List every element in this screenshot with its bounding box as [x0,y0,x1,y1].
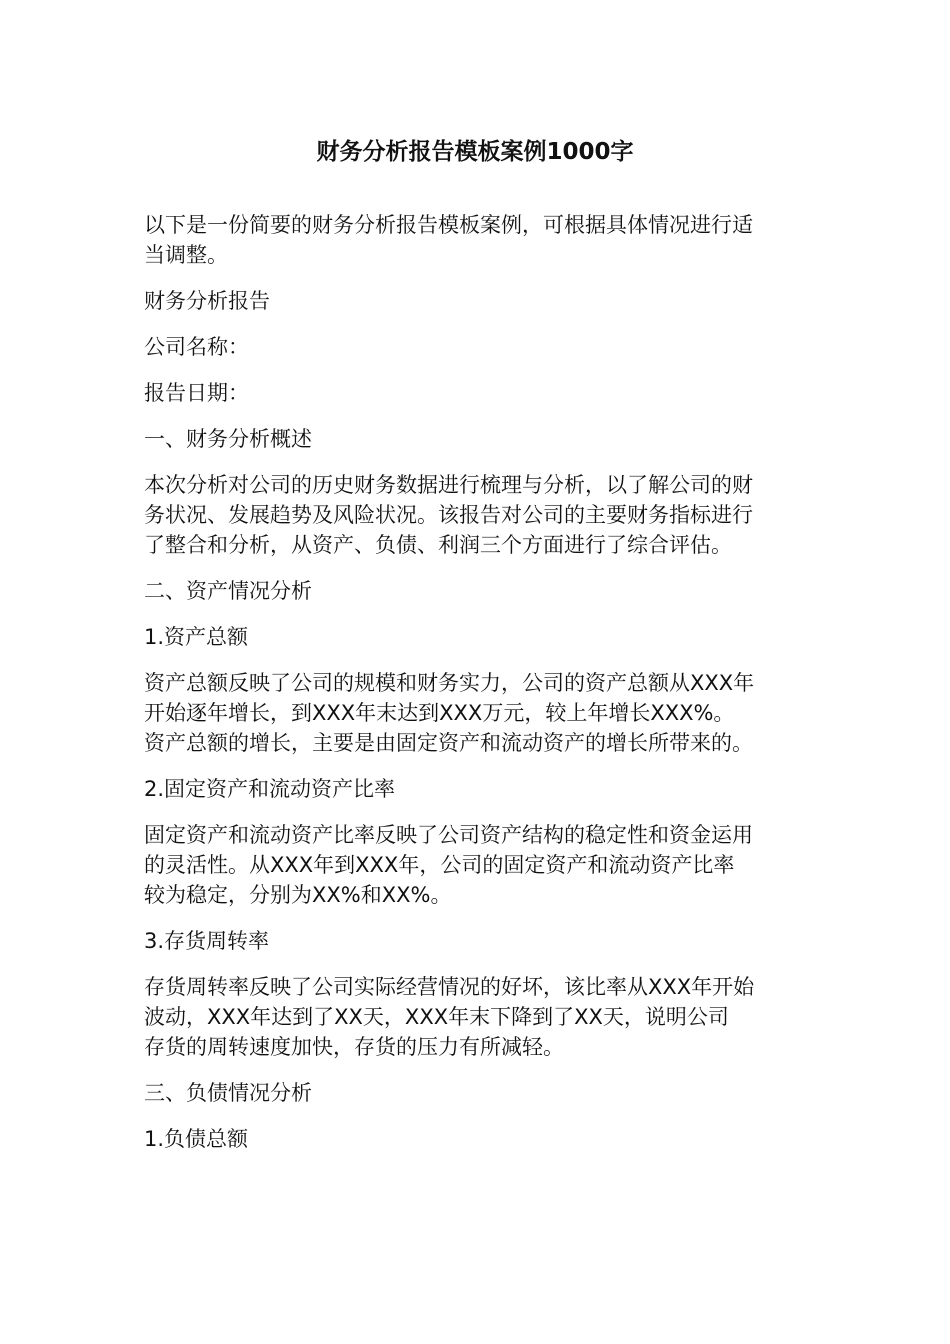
text-line: 较为稳定，分别为XX%和XX%。 [144,883,452,907]
text-line: 波动，XXX年达到了XX天，XXX年末下降到了XX天，说明公司 [144,1005,729,1029]
paragraph [144,378,806,408]
paragraph [144,470,806,560]
text-line: 报告日期： [144,381,249,405]
paragraph [144,1124,806,1154]
paragraph [144,820,806,910]
text-line: 务状况、发展趋势及风险状况。该报告对公司的主要财务指标进行 [144,503,753,527]
text-line: 1.负债总额 [144,1127,249,1151]
paragraph [144,424,806,454]
paragraph [144,576,806,606]
text-line: 以下是一份简要的财务分析报告模板案例，可根据具体情况进行适 [144,213,753,237]
text-line: 3.存货周转率 [144,929,270,953]
paragraph [144,286,806,316]
text-line: 的灵活性。从XXX年到XXX年，公司的固定资产和流动资产比率 [144,853,735,877]
text-line: 固定资产和流动资产比率反映了公司资产结构的稳定性和资金运用 [144,823,753,847]
paragraph [144,668,806,758]
text-line: 开始逐年增长，到XXX年末达到XXX万元，较上年增长XXX%。 [144,701,735,725]
paragraph [144,774,806,804]
document-title: 财务分析报告模板案例1000字 [316,139,634,165]
text-line: 财务分析报告 [144,289,270,313]
text-line: 了整合和分析，从资产、负债、利润三个方面进行了综合评估。 [144,533,732,557]
text-line: 本次分析对公司的历史财务数据进行梳理与分析，以了解公司的财 [144,473,753,497]
paragraph [144,210,806,270]
text-line: 二、资产情况分析 [144,579,312,603]
text-line: 一、财务分析概述 [144,427,312,451]
text-line: 资产总额的增长，主要是由固定资产和流动资产的增长所带来的。 [144,731,753,755]
paragraph [144,332,806,362]
paragraph [144,972,806,1062]
text-line: 1.资产总额 [144,625,249,649]
text-line: 当调整。 [144,243,228,267]
text-line: 三、负债情况分析 [144,1081,312,1105]
paragraph [144,622,806,652]
text-line: 公司名称： [144,335,249,359]
paragraph-list [144,210,806,1154]
text-line: 资产总额反映了公司的规模和财务实力，公司的资产总额从XXX年 [144,671,755,695]
text-line: 存货周转率反映了公司实际经营情况的好坏，该比率从XXX年开始 [144,975,755,999]
paragraph [144,926,806,956]
text-line: 2.固定资产和流动资产比率 [144,777,396,801]
document-body [144,136,806,1170]
paragraph [144,1078,806,1108]
text-line: 存货的周转速度加快，存货的压力有所减轻。 [144,1035,564,1059]
